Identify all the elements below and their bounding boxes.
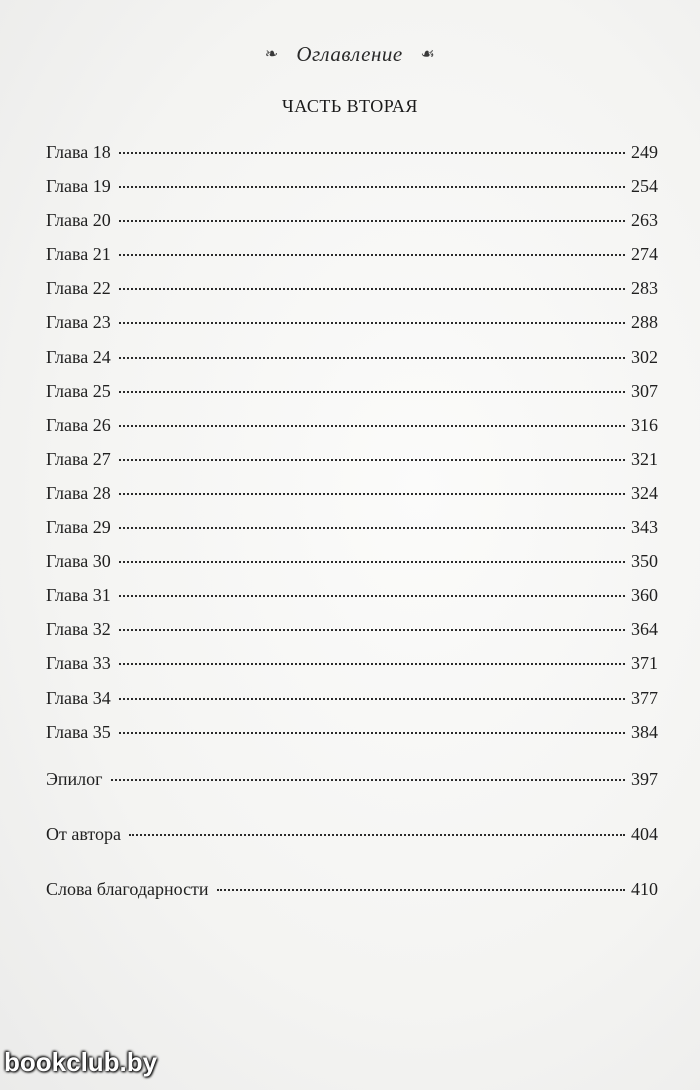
toc-entry-chapter [46, 381, 658, 415]
chapter-page-number: 307 [631, 380, 658, 401]
toc-entry-chapter [46, 210, 658, 244]
toc-entry-chapter [46, 517, 658, 551]
dot-leader [119, 322, 625, 324]
chapter-page-number: 364 [631, 619, 658, 640]
dot-leader [119, 595, 625, 597]
dot-leader [119, 186, 625, 188]
part-title: ЧАСТЬ ВТОРАЯ [282, 96, 418, 116]
chapter-label: Глава 28 [46, 482, 111, 503]
toc-entry-acknowledgements [46, 879, 658, 913]
ornament-left-icon: ❧ [264, 46, 279, 63]
dot-leader [129, 834, 625, 836]
chapter-page-number: 350 [631, 551, 658, 572]
site-watermark: bookclub.by [4, 1047, 158, 1077]
entry-label: Слова благодарности [46, 879, 209, 899]
dot-leader [119, 561, 625, 563]
chapter-label: Глава 23 [46, 312, 111, 333]
dot-leader [119, 357, 625, 359]
dot-leader [119, 152, 625, 154]
entry-page-number: 404 [631, 824, 658, 844]
entry-label: От автора [46, 824, 122, 844]
dot-leader [217, 889, 625, 891]
dot-leader [119, 629, 625, 631]
entry-page-number: 397 [631, 769, 658, 789]
chapter-label: Глава 32 [46, 619, 111, 640]
entry-label: Эпилог [46, 769, 103, 789]
dot-leader [119, 425, 625, 427]
dot-leader [119, 254, 625, 256]
chapter-label: Глава 21 [46, 244, 111, 265]
chapter-label: Глава 29 [46, 517, 111, 538]
dot-leader [119, 220, 625, 222]
dot-leader [119, 527, 625, 529]
chapter-page-number: 249 [631, 142, 658, 162]
toc-entry-chapter [46, 347, 658, 381]
toc-entry-chapter [46, 312, 658, 346]
toc-entry-chapter [46, 722, 658, 756]
toc-entry-author-note [46, 824, 658, 858]
toc-entry-chapter [46, 415, 658, 449]
chapter-label: Глава 24 [46, 346, 111, 367]
chapter-label: Глава 35 [46, 721, 111, 742]
entry-page-number: 410 [631, 879, 658, 899]
chapter-page-number: 283 [631, 278, 658, 299]
toc-entry-chapter [46, 585, 658, 619]
toc-title: Оглавление [296, 42, 403, 66]
dot-leader [119, 459, 625, 461]
chapter-page-number: 360 [631, 585, 658, 606]
toc-entry-chapter [46, 619, 658, 653]
toc-entry-chapter [46, 688, 658, 722]
chapter-page-number: 384 [631, 721, 658, 742]
chapter-label: Глава 31 [46, 585, 111, 606]
chapter-label: Глава 34 [46, 687, 111, 708]
chapter-page-number: 263 [631, 210, 658, 231]
chapter-page-number: 254 [631, 176, 658, 197]
chapter-page-number: 316 [631, 414, 658, 435]
toc-header [0, 42, 700, 67]
toc-entry-chapter [46, 278, 658, 312]
chapter-page-number: 288 [631, 312, 658, 333]
dot-leader [119, 698, 625, 700]
chapter-label: Глава 19 [46, 176, 111, 197]
dot-leader [119, 732, 625, 734]
chapter-label: Глава 18 [46, 142, 111, 162]
chapter-label: Глава 25 [46, 380, 111, 401]
chapter-page-number: 274 [631, 244, 658, 265]
toc-entry-epilogue [46, 769, 658, 803]
toc-entry-chapter [46, 653, 658, 687]
chapter-label: Глава 26 [46, 414, 111, 435]
chapter-page-number: 377 [631, 687, 658, 708]
toc-entry-chapter [46, 176, 658, 210]
toc-entry-chapter [46, 551, 658, 585]
chapter-label: Глава 27 [46, 448, 111, 469]
toc-entry-chapter [46, 483, 658, 517]
dot-leader [119, 663, 625, 665]
toc-entry-chapter [46, 449, 658, 483]
chapter-label: Глава 22 [46, 278, 111, 299]
chapter-page-number: 324 [631, 482, 658, 503]
chapter-label: Глава 33 [46, 653, 111, 674]
chapter-page-number: 343 [631, 517, 658, 538]
toc-entry-chapter [46, 244, 658, 278]
chapter-label: Глава 20 [46, 210, 111, 231]
chapter-label: Глава 30 [46, 551, 111, 572]
chapter-page-number: 321 [631, 448, 658, 469]
chapter-page-number: 302 [631, 346, 658, 367]
chapter-page-number: 371 [631, 653, 658, 674]
toc-entry-chapter [46, 142, 658, 176]
dot-leader [111, 779, 625, 781]
chapter-list [46, 142, 658, 756]
dot-leader [119, 288, 625, 290]
ornament-right-icon: ☙ [420, 46, 436, 63]
dot-leader [119, 493, 625, 495]
dot-leader [119, 391, 625, 393]
